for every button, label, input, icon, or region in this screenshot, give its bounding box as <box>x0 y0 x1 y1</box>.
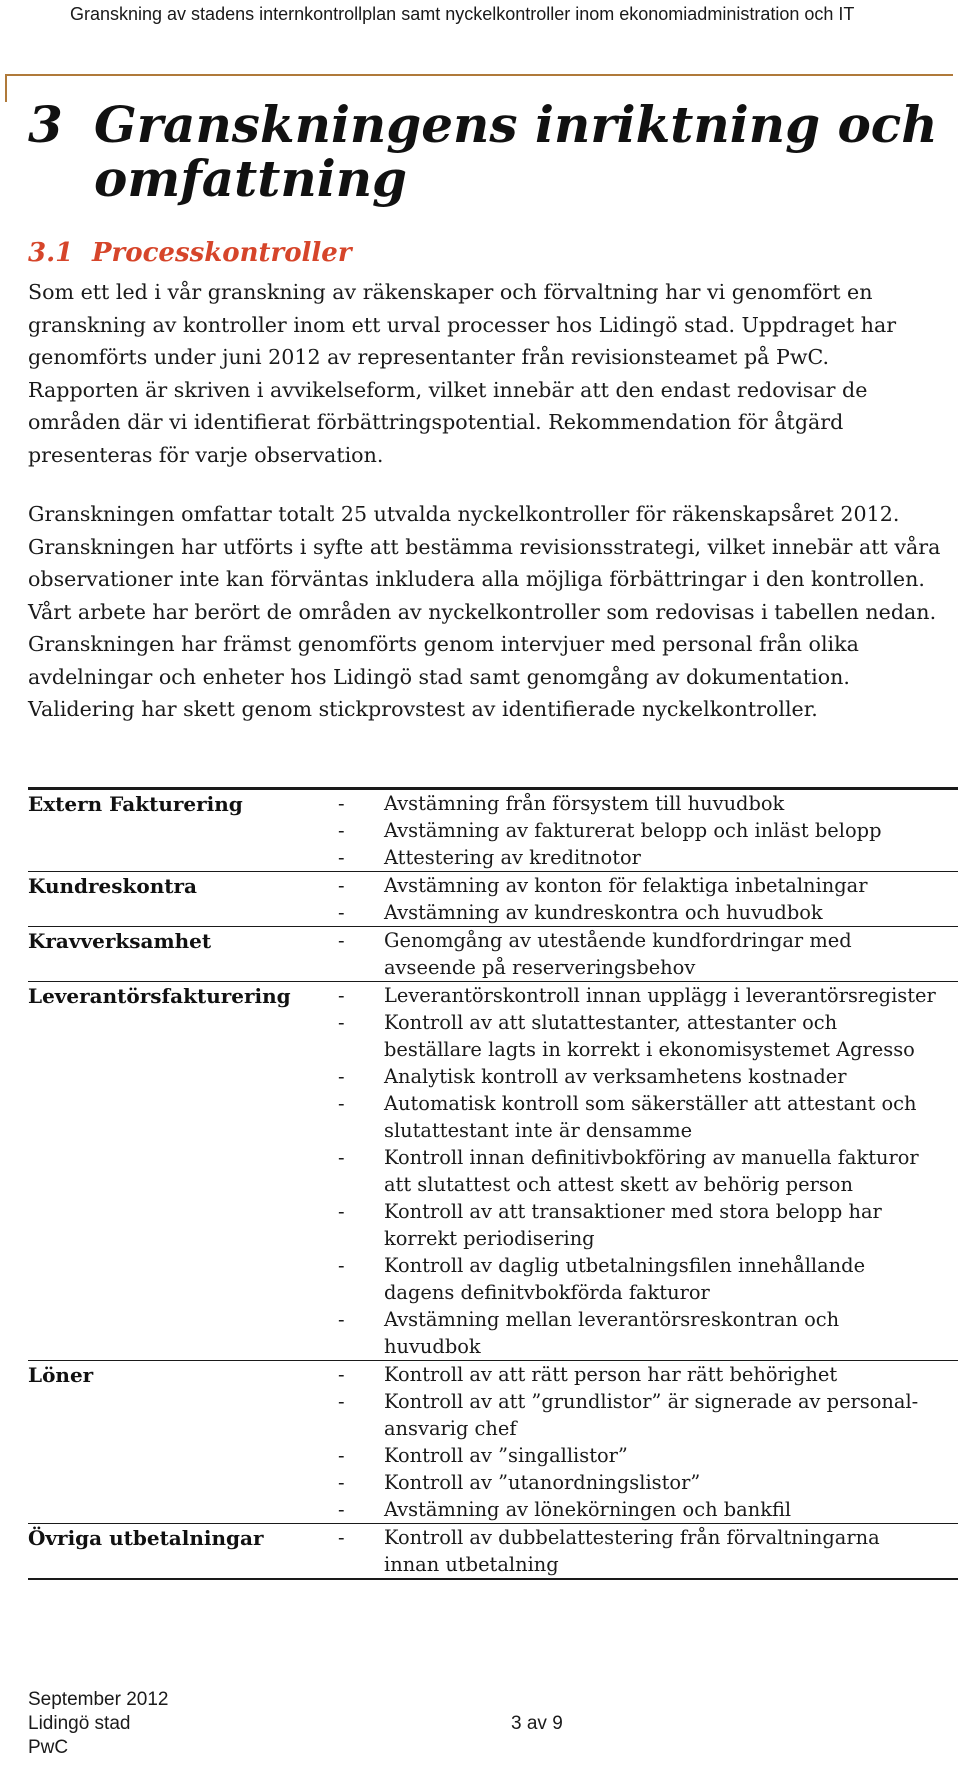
control-text: Leverantörskontroll innan upplägg i leverantörsregister <box>384 984 936 1007</box>
control-text: Kontroll av daglig utbetalningsfilen innehållande dagens definitvbokförda fakturor <box>384 1254 866 1304</box>
control-item <box>338 1524 958 1578</box>
controls-table <box>28 787 958 1580</box>
control-item <box>338 817 958 844</box>
dash-bullet: - <box>338 984 345 1007</box>
control-list <box>338 1361 958 1523</box>
dash-bullet: - <box>338 1065 345 1088</box>
control-list <box>338 872 958 926</box>
control-text: Kontroll innan definitivbokföring av manuella fakturor att slutattest och attest skett av behörig person <box>384 1146 919 1196</box>
dash-bullet: - <box>338 874 345 897</box>
control-text: Kontroll av ”singallistor” <box>384 1444 628 1467</box>
control-text: Kontroll av att slutattestanter, attestanter och beställare lagts in korrekt i ekonomisystemet Agresso <box>384 1011 915 1061</box>
control-item <box>338 927 958 981</box>
dash-bullet: - <box>338 1526 345 1549</box>
area-label: Löner <box>28 1363 94 1387</box>
dash-bullet: - <box>338 1254 345 1277</box>
area-label: Övriga utbetalningar <box>28 1526 264 1550</box>
control-item <box>338 1198 958 1252</box>
area-label: Kundreskontra <box>28 874 198 898</box>
control-text: Analytisk kontroll av verksamhetens kostnader <box>384 1065 847 1088</box>
control-item <box>338 872 958 899</box>
control-list <box>338 1524 958 1578</box>
control-text: Avstämning av kundreskontra och huvudbok <box>384 901 823 924</box>
control-item <box>338 1469 958 1496</box>
section-title-text: Processkontroller <box>92 238 352 268</box>
dash-bullet: - <box>338 1092 345 1115</box>
control-item <box>338 1063 958 1090</box>
running-header: Granskning av stadens internkontrollplan samt nyckelkontroller inom ekonomiadministration och IT <box>70 4 855 24</box>
area-label: Kravverksamhet <box>28 929 212 953</box>
control-text: Automatisk kontroll som säkerställer att attestant och slutattestant inte är densamme <box>384 1092 917 1142</box>
chapter-title <box>28 95 948 208</box>
control-list <box>338 982 958 1360</box>
control-item <box>338 1496 958 1523</box>
control-text: Genomgång av utestående kundfordringar med avseende på reserveringsbehov <box>384 929 852 979</box>
control-text: Attestering av kreditnotor <box>384 846 641 869</box>
dash-bullet: - <box>338 901 345 924</box>
area-label: Extern Fakturering <box>28 792 243 816</box>
dash-bullet: - <box>338 1471 345 1494</box>
dash-bullet: - <box>338 819 345 842</box>
control-item <box>338 1306 958 1360</box>
table-row <box>28 981 958 1360</box>
chapter-number: 3 <box>28 95 63 154</box>
control-text: Kontroll av att transaktioner med stora belopp har korrekt periodisering <box>384 1200 882 1250</box>
control-item <box>338 1090 958 1144</box>
control-text: Kontroll av dubbelattestering från förvaltningarna innan utbetalning <box>384 1526 880 1576</box>
control-item <box>338 899 958 926</box>
control-item <box>338 1144 958 1198</box>
table-row <box>28 1360 958 1523</box>
dash-bullet: - <box>338 1498 345 1521</box>
control-text: Avstämning av konton för felaktiga inbetalningar <box>384 874 868 897</box>
dash-bullet: - <box>338 1011 345 1034</box>
table-row <box>28 871 958 926</box>
header-rule <box>5 74 953 76</box>
footer-date: September 2012 <box>28 1689 169 1710</box>
control-list <box>338 790 958 871</box>
table-row <box>28 1523 958 1578</box>
table-row <box>28 790 958 871</box>
footer-organization: Lidingö stad <box>28 1713 131 1734</box>
footer-line <box>28 1712 628 1736</box>
header-rule-corner <box>5 74 7 102</box>
dash-bullet: - <box>338 1308 345 1331</box>
control-item <box>338 1442 958 1469</box>
control-item <box>338 1361 958 1388</box>
control-list <box>338 927 958 981</box>
dash-bullet: - <box>338 1444 345 1467</box>
dash-bullet: - <box>338 929 345 952</box>
control-text: Kontroll av ”utanordningslistor” <box>384 1471 701 1494</box>
chapter-title-text: Granskningens inriktning och omfattning <box>94 95 938 208</box>
dash-bullet: - <box>338 1390 345 1413</box>
control-item <box>338 1388 958 1442</box>
section-title <box>28 236 928 270</box>
control-text: Avstämning av fakturerat belopp och inläst belopp <box>384 819 882 842</box>
control-text: Avstämning mellan leverantörsreskontran och huvudbok <box>384 1308 840 1358</box>
control-item <box>338 1252 958 1306</box>
body-paragraph: Granskningen omfattar totalt 25 utvalda nyckelkontroller för räkenskapsåret 2012. Granskningen har utförts i syfte att bestämma revisionsstrategi, vilket innebär att våra observationer inte kan förväntas inkludera alla möjliga förbättringar i den kontrollen. Vårt arbete har berört de områden av nyckelkontroller som redovisas i tabellen nedan. Granskningen har främst genomförts genom intervjuer med personal från olika avdelningar och enheter hos Lidingö stad samt genomgång av dokumentation. Validering har skett genom stickprovstest av identifierade nyckelkontroller. <box>28 502 941 721</box>
table-row <box>28 926 958 981</box>
control-text: Kontroll av att rätt person har rätt behörighet <box>384 1363 838 1386</box>
control-item <box>338 844 958 871</box>
control-item <box>338 790 958 817</box>
footer-firm: PwC <box>28 1737 69 1758</box>
control-item <box>338 982 958 1009</box>
dash-bullet: - <box>338 1146 345 1169</box>
control-item <box>338 1009 958 1063</box>
control-text: Kontroll av att ”grundlistor” är signerade av personal-ansvarig chef <box>384 1390 919 1440</box>
area-label: Leverantörsfakturering <box>28 984 291 1008</box>
section-number: 3.1 <box>28 238 74 268</box>
control-text: Avstämning från försystem till huvudbok <box>384 792 785 815</box>
dash-bullet: - <box>338 846 345 869</box>
dash-bullet: - <box>338 792 345 815</box>
body-paragraph: Som ett led i vår granskning av räkenskaper och förvaltning har vi genomfört en granskning av kontroller inom ett urval processer hos Lidingö stad. Uppdraget har genomförts under juni 2012 av representanter från revisionsteamet på PwC. Rapporten är skriven i avvikelseform, vilket innebär att den endast redovisar de områden där vi identifierat förbättringspotential. Rekommendation för åtgärd presenteras för varje observation. <box>28 280 897 467</box>
page-number: 3 av 9 <box>511 1713 563 1734</box>
page-footer <box>28 1688 628 1760</box>
control-text: Avstämning av lönekörningen och bankfil <box>384 1498 792 1521</box>
dash-bullet: - <box>338 1363 345 1386</box>
dash-bullet: - <box>338 1200 345 1223</box>
